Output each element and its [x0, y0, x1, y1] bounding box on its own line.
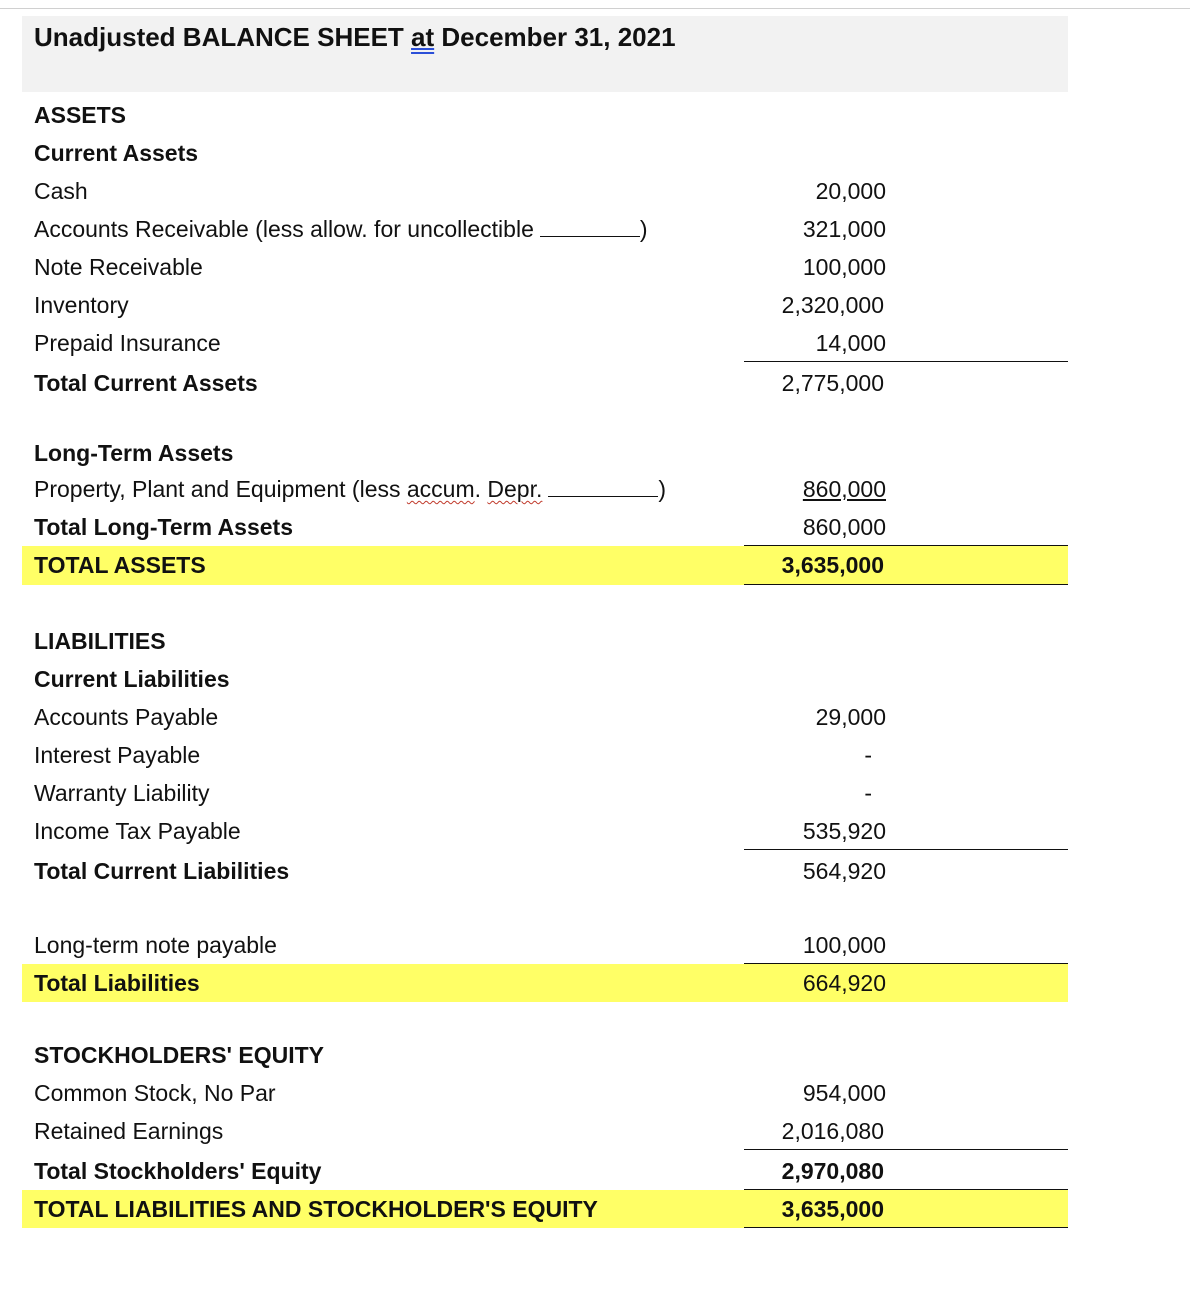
- line-item-label: Warranty Liability: [34, 780, 210, 806]
- total-assets-row: [22, 546, 1068, 585]
- ppe-label-a: Property, Plant and Equipment (less: [34, 476, 407, 502]
- total-equity-value: 2,970,080: [781, 1158, 884, 1184]
- current-liabilities-heading-row: [22, 660, 1068, 698]
- line-item-value: 20,000: [815, 178, 886, 204]
- liabilities-heading: LIABILITIES: [34, 628, 166, 654]
- current-liabilities-heading: Current Liabilities: [34, 666, 230, 692]
- long-term-assets-heading-row: [22, 434, 1068, 472]
- line-item-label: Interest Payable: [34, 742, 201, 768]
- total-liabilities-row: [22, 964, 1068, 1002]
- subtotal-rule: [744, 361, 1068, 362]
- total-current-liabilities-row: [22, 852, 1068, 890]
- fill-in-blank[interactable]: [540, 218, 640, 237]
- top-divider: [0, 8, 1190, 9]
- title-at: at: [411, 22, 435, 52]
- line-item-label: Accounts Payable: [34, 704, 219, 730]
- total-rule-top: [744, 1189, 1068, 1190]
- total-current-assets-value: 2,775,000: [781, 370, 884, 396]
- line-item-prepaid-insurance: [22, 324, 1068, 362]
- line-item-label: Prepaid Insurance: [34, 330, 221, 356]
- ppe-label-depr: Depr.: [487, 476, 543, 502]
- total-current-liabilities-value: 564,920: [802, 858, 886, 884]
- line-item-note-receivable: [22, 248, 1068, 286]
- equity-heading-row: [22, 1036, 1068, 1074]
- grand-total-row: [22, 1190, 1068, 1228]
- line-item-value: 954,000: [802, 1080, 886, 1106]
- line-item-value: 2,320,000: [781, 292, 884, 318]
- line-item-label: [34, 210, 648, 248]
- grand-total-value: 3,635,000: [781, 1196, 884, 1222]
- line-item-accounts-payable: [22, 698, 1068, 736]
- total-long-term-assets-value: 860,000: [802, 514, 886, 540]
- grand-total-label: TOTAL LIABILITIES AND STOCKHOLDER'S EQUITY: [34, 1196, 598, 1222]
- total-current-assets-label: Total Current Assets: [34, 370, 258, 396]
- line-item-income-tax-payable: [22, 812, 1068, 850]
- ar-label-suffix: ): [639, 216, 648, 242]
- assets-heading: ASSETS: [34, 102, 127, 128]
- line-item-cash: [22, 172, 1068, 210]
- total-current-assets-row: [22, 364, 1068, 402]
- line-item-label: Cash: [34, 178, 88, 204]
- total-assets-value: 3,635,000: [781, 552, 884, 578]
- line-item-retained-earnings: [22, 1112, 1068, 1150]
- ar-label-text: Accounts Receivable (less allow. for uncollectible: [34, 216, 534, 242]
- assets-heading-row: [22, 96, 1068, 134]
- line-item-value: 100,000: [802, 932, 886, 958]
- current-assets-heading: Current Assets: [34, 140, 199, 166]
- line-item-long-term-note-payable: [22, 926, 1068, 964]
- long-term-assets-heading: Long-Term Assets: [34, 440, 234, 466]
- current-assets-heading-row: [22, 134, 1068, 172]
- line-item-label: Note Receivable: [34, 254, 203, 280]
- total-liabilities-label: Total Liabilities: [34, 970, 200, 996]
- total-long-term-assets-row: [22, 508, 1068, 546]
- line-item-value: -: [864, 742, 872, 768]
- title-suffix: December 31, 2021: [434, 22, 676, 52]
- total-rule-bottom: [744, 1227, 1068, 1228]
- line-item-label: Retained Earnings: [34, 1118, 224, 1144]
- line-item-value: 860,000: [802, 476, 886, 502]
- title-prefix: Unadjusted BALANCE SHEET: [34, 22, 412, 52]
- subtotal-rule: [744, 1149, 1068, 1150]
- line-item-label: Income Tax Payable: [34, 818, 241, 844]
- line-item-value: 100,000: [802, 254, 886, 280]
- ppe-label-accum: accum: [406, 476, 475, 502]
- total-rule-top: [744, 545, 1068, 546]
- line-item-inventory: [22, 286, 1068, 324]
- total-assets-label: TOTAL ASSETS: [34, 552, 206, 578]
- line-item-warranty-liability: [22, 774, 1068, 812]
- line-item-label: [34, 470, 666, 508]
- line-item-label: Common Stock, No Par: [34, 1080, 276, 1106]
- line-item-common-stock: [22, 1074, 1068, 1112]
- total-rule-bottom: [744, 584, 1068, 585]
- line-item-accounts-receivable: [22, 210, 1068, 248]
- total-equity-label: Total Stockholders' Equity: [34, 1158, 322, 1184]
- ppe-label-c: .: [474, 476, 488, 502]
- line-item-value: -: [864, 780, 872, 806]
- line-item-label: Long-term note payable: [34, 932, 277, 958]
- total-liabilities-value: 664,920: [802, 970, 886, 996]
- line-item-label: Inventory: [34, 292, 129, 318]
- line-item-value: 2,016,080: [781, 1118, 884, 1144]
- line-item-interest-payable: [22, 736, 1068, 774]
- line-item-value: 321,000: [802, 216, 886, 242]
- liabilities-heading-row: [22, 622, 1068, 660]
- fill-in-blank[interactable]: [548, 478, 658, 497]
- total-long-term-assets-label: Total Long-Term Assets: [34, 514, 293, 540]
- line-item-ppe: [22, 470, 1068, 508]
- equity-heading: STOCKHOLDERS' EQUITY: [34, 1042, 325, 1068]
- total-rule-top: [744, 963, 1068, 964]
- subtotal-rule: [744, 849, 1068, 850]
- total-current-liabilities-label: Total Current Liabilities: [34, 858, 290, 884]
- line-item-value: 29,000: [815, 704, 886, 730]
- page-title: [34, 20, 676, 54]
- line-item-value: 535,920: [802, 818, 886, 844]
- line-item-value: 14,000: [815, 330, 886, 356]
- total-equity-row: [22, 1152, 1068, 1190]
- ppe-label-suffix: ): [658, 476, 667, 502]
